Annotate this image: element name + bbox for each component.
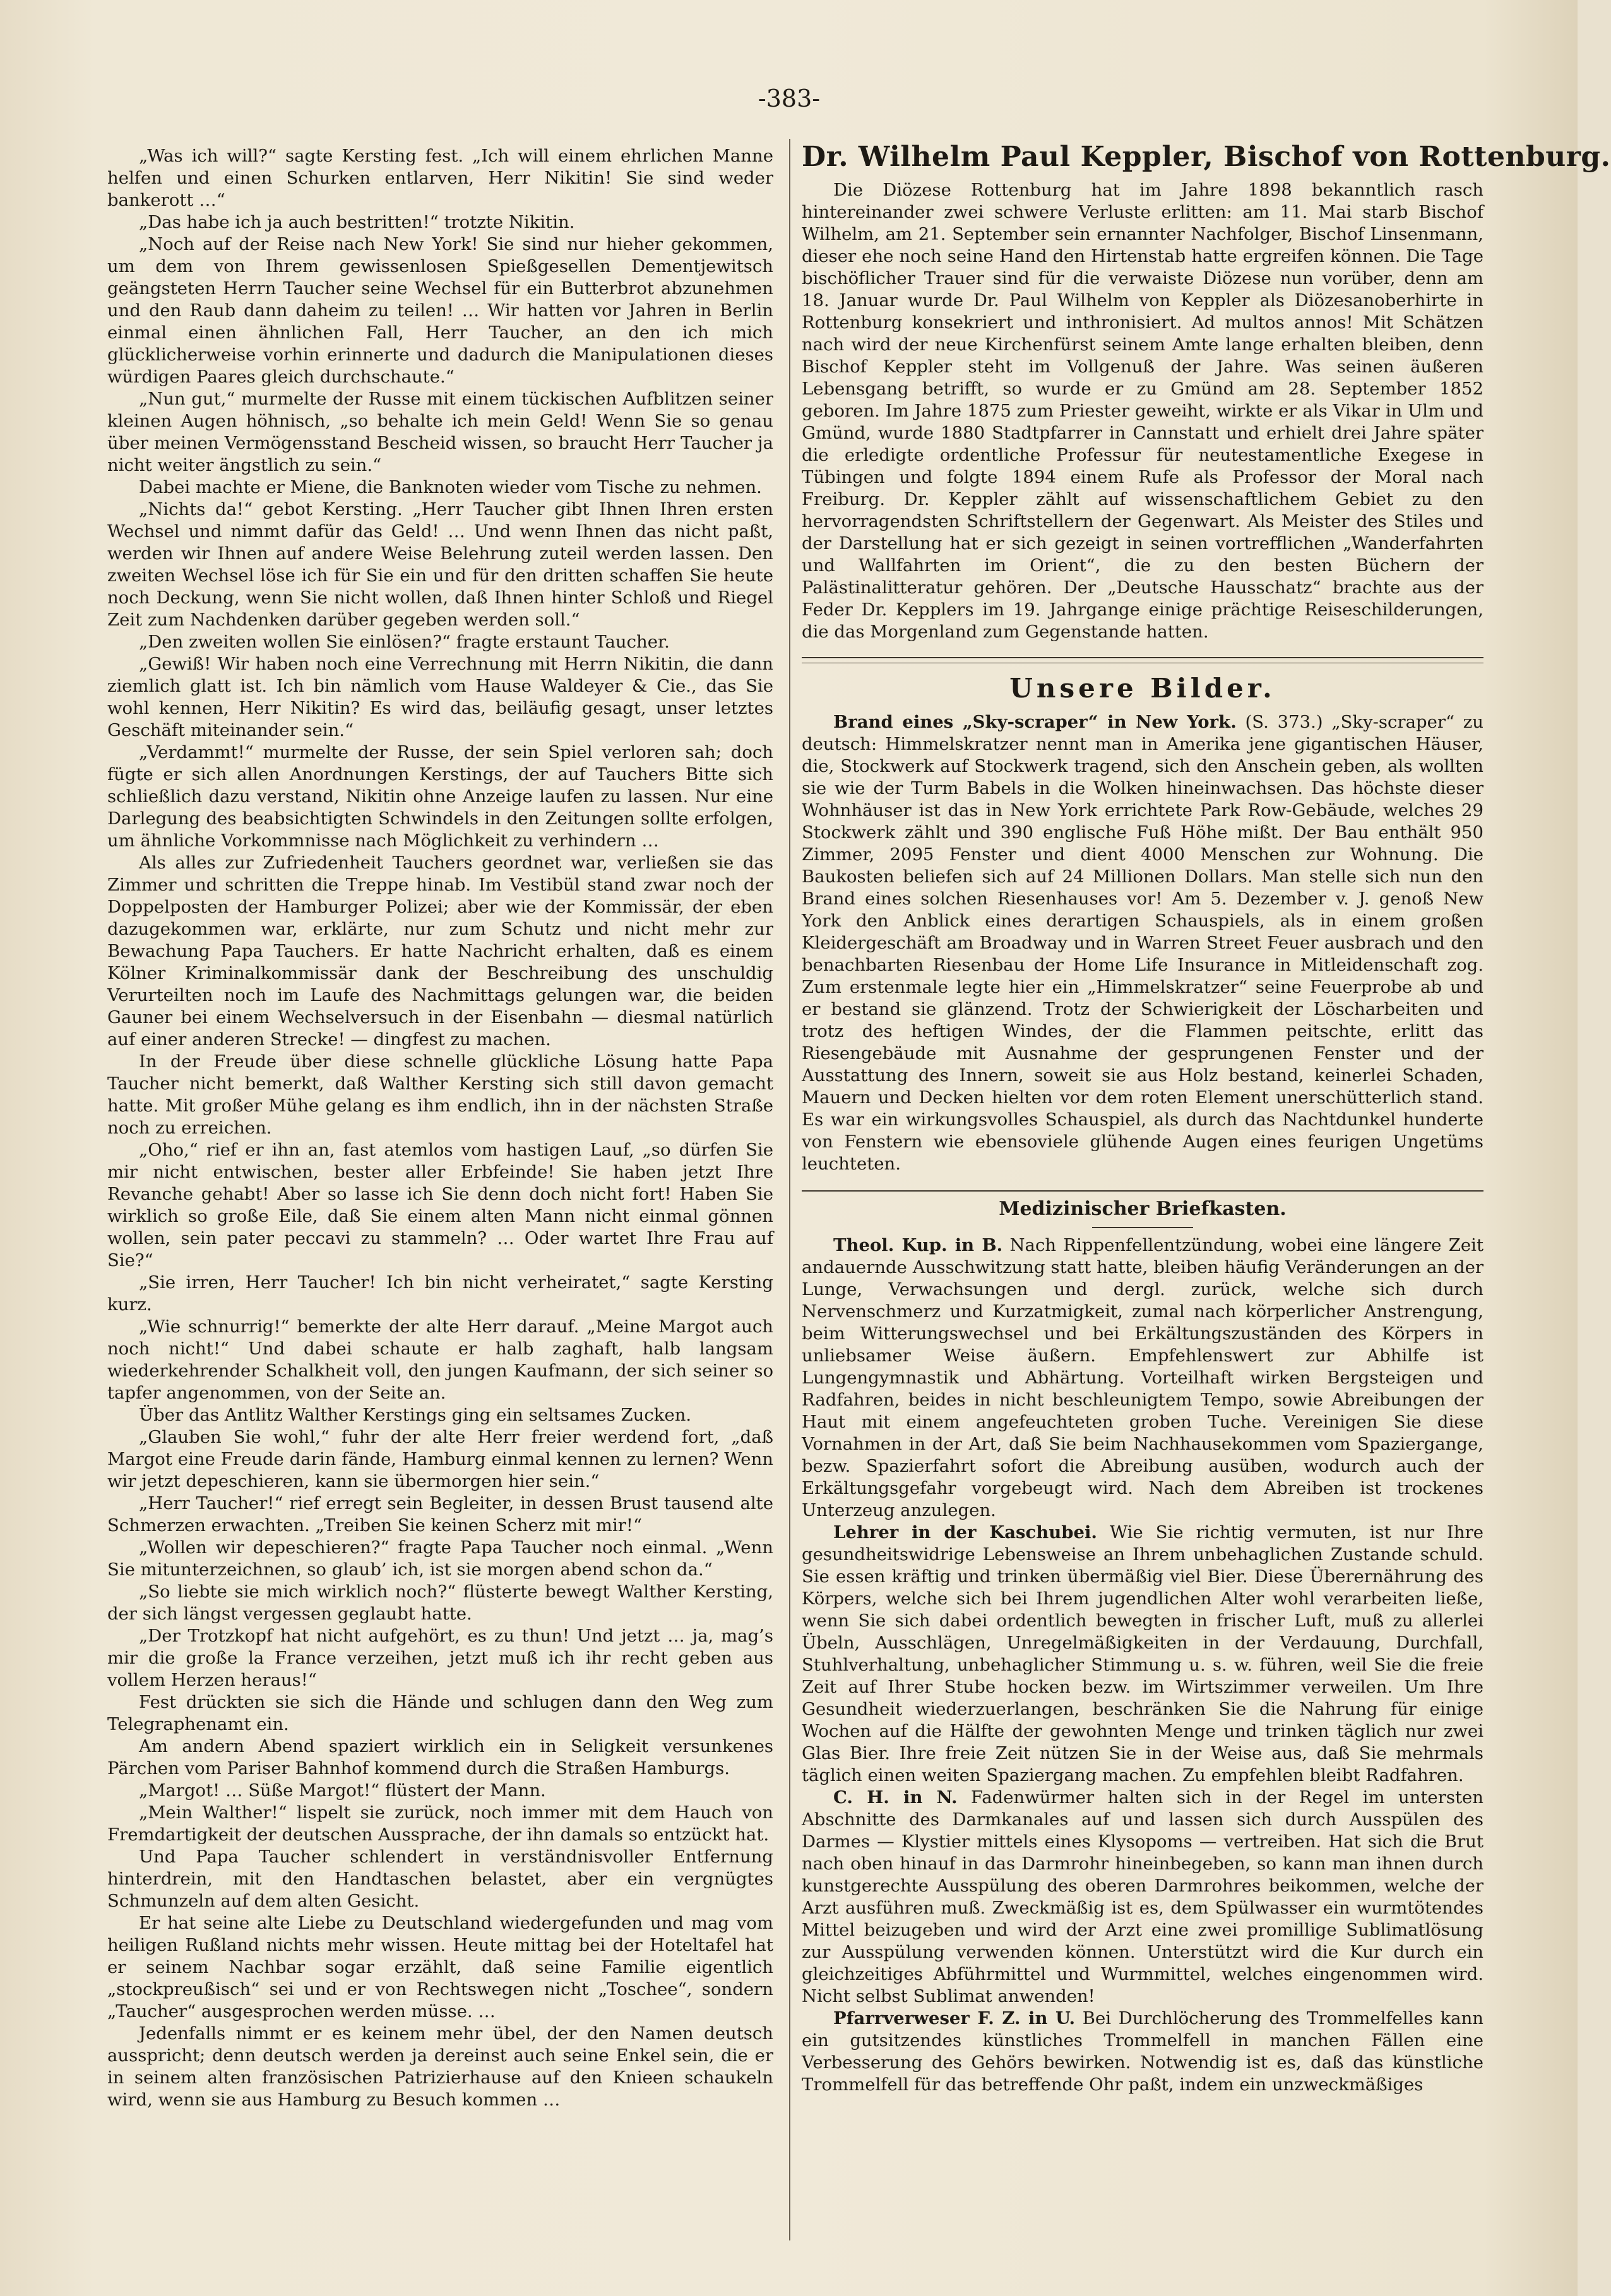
paragraph: In der Freude über diese schnelle glückliche Lösung hatte Papa Taucher nicht bemerkt, daß Walther Kersting sich still davon gemacht hatte. Mit großer Mühe gelang es ihm endlich, ihn in der nächsten Straße noch zu erreichen.: [107, 1051, 773, 1138]
paragraph: Am andern Abend spaziert wirklich ein in Seligkeit versunkenes Pärchen vom Pariser Bahnhof kommend durch die Straßen Hamburgs.: [107, 1736, 773, 1778]
paragraph: „Herr Taucher!“ rief erregt sein Begleiter, in dessen Brust tausend alte Schmerzen erwachten. „Treiben Sie keinen Scherz mit mir!“: [107, 1493, 773, 1536]
paragraph: Er hat seine alte Liebe zu Deutschland wiedergefunden und mag vom heiligen Rußland nichts mehr wissen. Heute mittag bei der Hoteltafel hat er seinem Nachbar sogar erzählt, daß seine Familie eigentlich „stockpreußisch“ sei und er von Rechtswegen nicht „Toschee“, sondern „Taucher“ ausgesprochen werden müsse. …: [107, 1913, 773, 2021]
pictures-text: (S. 373.) „Sky-scraper“ zu deutsch: Himmelskratzer nennt man in Amerika jene gigantischen Häuser, die, Stockwerk auf Stockwerk tragend, sich den Anschein geben, als wollten sie wie der Turm Babels in die Wolken hineinwachsen. Das höchste dieser Wohnhäuser ist das in New York errichtete Park Row-Gebäude, welches 29 Stockwerk zählt und 390 englische Fuß Höhe mißt. Der Bau enthält 950 Zimmer, 2095 Fenster und dient 4000 Menschen zur Wohnung. Die Baukosten beliefen sich auf 24 Millionen Dollars. Man stelle sich nun den Brand eines solchen Riesenhauses vor! Am 5. Dezember v. J. genoß New York den Anblick eines derartigen Schauspiels, als in einem großen Kleidergeschäft am Broadway und in Warren Street Feuer ausbrach und den benachbarten Riesenbau der Home Life Insurance in Mitleidenschaft zog. Zum erstenmale legte hier ein „Himmelskratzer“ seine Feuerprobe ab und er bestand sie glänzend. Trotz der Schwierigkeit der Löscharbeiten und trotz des heftigen Windes, der die Flammen peitschte, erlitt das Riesengebäude mit Ausnahme der gesprungenen Fenster und der Ausstattung des Innern, soweit sie aus Holz bestand, keinerlei Schaden, Mauern und Decken hielten vor dem roten Element unerschütterlich stand. Es war ein wirkungsvolles Schauspiel, als durch das Nachtdunkel hunderte von Fenstern wie ebensoviele glühende Augen eines feurigen Ungetüms leuchteten.: [802, 712, 1484, 1174]
letter-lead: C. H. in N.: [833, 1787, 958, 1808]
medical-section-title: Medizinischer Briefkasten.: [999, 1198, 1287, 1220]
paragraph: „Das habe ich ja auch bestritten!“ trotzte Nikitin.: [139, 212, 575, 232]
paragraph: „Den zweiten wollen Sie einlösen?“ fragte erstaunt Taucher.: [139, 632, 670, 652]
article-title: Dr. Wilhelm Paul Keppler, Bischof von Rottenburg.: [802, 141, 1611, 173]
letter-lead: Pfarrverweser F. Z. in U.: [833, 2008, 1076, 2028]
pictures-lead: Brand eines „Sky-scraper“ in New York.: [833, 712, 1237, 732]
paragraph: „Sie irren, Herr Taucher! Ich bin nicht verheiratet,“ sagte Kersting kurz.: [107, 1272, 773, 1315]
paragraph: „Gewiß! Wir haben noch eine Verrechnung mit Herrn Nikitin, die dann ziemlich glatt ist. Ich bin nämlich vom Hause Waldeyer & Cie., das Sie wohl kennen, Herr Nikitin? Es wird das, beiläufig gesagt, unser letztes Geschäft miteinander sein.“: [107, 654, 773, 740]
article-text: Die Diözese Rottenburg hat im Jahre 1898 bekanntlich rasch hintereinander zwei schwere Verluste erlitten: am 11. Mai starb Bischof Wilhelm, am 21. September sein ernannter Nachfolger, Bischof Linsenmann, dieser ehe noch seine Hand den Hirtenstab hatte ergreifen können. Die Tage bischöflicher Trauer sind für die verwaiste Diözese nun vorüber, denn am 18. Januar wurde Dr. Paul Wilhelm von Keppler als Diözesanoberhirte in Rottenburg konsekriert und inthronisiert. Ad multos annos! Mit Schätzen nach wird der neue Kirchenfürst seinem Amte lange erhalten bleiben, denn Bischof Keppler steht im Vollgenuß der Jahre. Was seinen äußeren Lebensgang betrifft, so wurde er zu Gmünd am 28. September 1852 geboren. Im Jahre 1875 zum Priester geweiht, wirkte er als Vikar in Ulm und Gmünd, wurde 1880 Stadtpfarrer in Cannstatt und erhielt drei Jahre später die erledigte ordentliche Professur für neutestamentliche Exegese in Tübingen und folgte 1894 einem Rufe als Professor der Moral nach Freiburg. Dr. Keppler zählt auf wissenschaftlichem Gebiet zu den hervorragendsten Schriftstellern der Gegenwart. Als Meister des Stiles und der Darstellung hat er sich gezeigt in seinen vortrefflichen „Wanderfahrten und Wallfahrten im Orient“, die zu den besten Büchern der Palästinalitteratur gehören. Der „Deutsche Hausschatz“ brachte aus der Feder Dr. Kepplers im 19. Jahrgange einige prächtige Reiseschilderungen, die das Morgenland zum Gegenstande hatten.: [802, 180, 1483, 642]
paragraph: „Oho,“ rief er ihn an, fast atemlos vom hastigen Lauf, „so dürfen Sie mir nicht entwischen, bester aller Erbfeinde! Sie haben jetzt Ihre Revanche gehabt! Aber so lasse ich Sie denn doch nicht fort! Haben Sie wirklich so große Eile, daß Sie einem alten Mann nicht einmal gönnen wollen, sein pater peccavi zu stammeln? … Oder wartet Ihre Frau auf Sie?“: [107, 1140, 773, 1270]
section-title: Unsere Bilder.: [1009, 673, 1276, 704]
paragraph: Fest drückten sie sich die Hände und schlugen dann den Weg zum Telegraphenamt ein.: [107, 1692, 773, 1734]
paragraph: „Der Trotzkopf hat nicht aufgehört, es zu thun! Und jetzt … ja, mag’s mir die große la France verzeihen, jetzt muß ich ihr recht geben aus vollem Herzen heraus!“: [107, 1626, 773, 1690]
letter-text: Bei Durchlöcherung des Trommelfelles kann ein gutsitzendes künstliches Trommelfell in manchen Fällen eine Verbesserung des Gehörs bewirken. Notwendig ist es, daß das künstliche Trommelfell für das betreffende Ohr paßt, indem ein unzweckmäßiges: [802, 2008, 1483, 2095]
letter-entry: [802, 1522, 1483, 1787]
letter-entry: [802, 1234, 1483, 1522]
title-underline: [1092, 1227, 1193, 1228]
paragraph: „Wollen wir depeschieren?“ fragte Papa Taucher noch einmal. „Wenn Sie mitunterzeichnen, so glaub’ ich, ist sie morgen abend schon da.“: [107, 1537, 773, 1580]
paragraph: „So liebte sie mich wirklich noch?“ flüsterte bewegt Walther Kersting, der sich längst vergessen geglaubt hatte.: [107, 1582, 773, 1624]
letter-entry: [802, 1787, 1483, 2008]
paragraph: „Nun gut,“ murmelte der Russe mit einem tückischen Aufblitzen seiner kleinen Augen höhnisch, „so behalte ich mein Geld! Wenn Sie so genau über meinen Vermögensstand Bescheid wissen, so braucht Herr Taucher ja nicht weiter ängstlich zu sein.“: [107, 389, 773, 475]
letter-lead: Lehrer in der Kaschubei.: [833, 1522, 1097, 1542]
paragraph: „Wie schnurrig!“ bemerkte der alte Herr darauf. „Meine Margot auch noch nicht!“ Und dabei schaute er halb zaghaft, halb langsam wiederkehrender Schalkheit voll, den jungen Kaufmann, der sich seiner so tapfer angenommen, von der Seite an.: [107, 1317, 773, 1403]
column-divider: [789, 139, 790, 2240]
section-divider: [802, 1190, 1483, 1192]
letter-lead: Theol. Kup. in B.: [833, 1235, 1003, 1255]
paragraph: Und Papa Taucher schlendert in verständnisvoller Entfernung hinterdrein, mit den Handtaschen belastet, aber ein vergnügtes Schmunzeln auf dem alten Gesicht.: [107, 1847, 773, 1911]
paragraph: „Margot! … Süße Margot!“ flüstert der Mann.: [139, 1780, 546, 1801]
letter-entry: [802, 2008, 1483, 2096]
paragraph: „Mein Walther!“ lispelt sie zurück, noch immer mit dem Hauch von Fremdartigkeit der deutschen Aussprache, der ihn damals so entzückt hat.: [107, 1802, 773, 1845]
paragraph: Dabei machte er Miene, die Banknoten wieder vom Tische zu nehmen.: [139, 477, 762, 497]
paragraph: Als alles zur Zufriedenheit Tauchers geordnet war, verließen sie das Zimmer und schritten die Treppe hinab. Im Vestibül stand zwar noch der Doppelposten der Hamburger Polizei; aber wie der Kommissär, der eben dazugekommen war, erklärte, nur zum Schutz und nicht mehr zur Bewachung Papa Tauchers. Er hatte Nachricht erhalten, daß es einem Kölner Kriminalkommissär dank der Beschreibung des unschuldig Verurteilten noch im Laufe des Nachmittags gelungen war, die beiden Gauner bei einem Wechselversuch in der Eisenbahn — diesmal natürlich auf einer anderen Strecke! — dingfest zu machen.: [107, 853, 773, 1050]
paragraph: Über das Antlitz Walther Kerstings ging ein seltsames Zucken.: [139, 1405, 692, 1425]
paragraph: „Verdammt!“ murmelte der Russe, der sein Spiel verloren sah; doch fügte er sich allen Anordnungen Kerstings, der auf Tauchers Bitte sich schließlich dazu verstand, Nikitin ohne Anzeige laufen zu lassen. Nur eine Darlegung des beabsichtigten Schwindels in den Zeitungen sollte erfolgen, um ähnliche Vorkommnisse nach Möglichkeit zu verhindern …: [107, 742, 773, 851]
pictures-paragraph: [802, 711, 1483, 1175]
letter-text: Fadenwürmer halten sich in der Regel im untersten Abschnitte des Darmkanales auf und lassen sich durch Ausspülen des Darmes — Klystier mittels eines Klysopoms — vertreiben. Hat sich die Brut nach oben hinauf in das Darmrohr hineinbegeben, so kann man ihnen durch kunstgerechte Ausspülung des oberen Darmrohres beikommen, welche der Arzt ausführen muß. Zweckmäßig ist es, dem Spülwasser ein wurmtötendes Mittel beizugeben und wird der Arzt eine zwei promillige Sublimatlösung zur Ausspülung verwenden können. Unterstützt wird die Kur durch ein gleichzeitiges Abführmittel und Wurmmittel, welches eingenommen wird. Nicht selbst Sublimat anwenden!: [802, 1787, 1483, 2006]
paragraph: „Was ich will?“ sagte Kersting fest. „Ich will einem ehrlichen Manne helfen und einen Schurken entlarven, Herr Nikitin! Sie sind weder bankerott …“: [107, 146, 773, 210]
paragraph: „Nichts da!“ gebot Kersting. „Herr Taucher gibt Ihnen Ihren ersten Wechsel und nimmt dafür das Geld! … Und wenn Ihnen das nicht paßt, werden wir Ihnen auf andere Weise Belehrung zuteil werden lassen. Den zweiten Wechsel löse ich für Sie ein und für den dritten schaffen Sie heute noch Deckung, wenn Sie nicht wollen, daß Ihnen hinter Schloß und Riegel Zeit zum Nachdenken darüber gegeben werden soll.“: [107, 499, 773, 630]
left-column: [107, 145, 773, 2146]
page-number: -383-: [758, 85, 821, 112]
letter-text: Wie Sie richtig vermuten, ist nur Ihre gesundheitswidrige Lebensweise an Ihrem unbehaglichen Zustande schuld. Sie essen kräftig und trinken übermäßig viel Bier. Diese Überernährung des Körpers, welche sich bei Ihrem jugendlichen Alter wohl verarbeiten ließe, wenn Sie sich dabei ordentlich bewegten in frischer Luft, muß zu allerlei Übeln, Ausschlägen, Unregelmäßigkeiten in der Verdauung, Durchfall, Stuhlverhaltung, unbehaglicher Stimmung u. s. w. führen, weil Sie die freie Zeit auf Ihrer Stube hocken bezw. im Wirtszimmer verweilen. Um Ihre Gesundheit wiederzuerlangen, beschränken Sie die Nahrung für einige Wochen auf die Hälfte der gewohnten Menge und trinken täglich nur zwei Glas Bier. Ihre freie Zeit nützen Sie in der Weise aus, daß Sie mehrmals täglich einen weiten Spaziergang machen. Zu empfehlen bleibt Radfahren.: [802, 1522, 1483, 1785]
paragraph: „Noch auf der Reise nach New York! Sie sind nur hieher gekommen, um dem von Ihrem gewissenlosen Spießgesellen Dementjewitsch geängsteten Herrn Taucher seine Wechsel für ein Butterbrot abzunehmen und den Raub dann daheim zu teilen! … Wir hatten vor Jahren in Berlin einmal einen ähnlichen Fall, Herr Taucher, an den ich mich glücklicherweise vorhin erinnerte und dadurch die Manipulationen dieses würdigen Paares gleich durchschaute.“: [107, 234, 773, 387]
right-column: [802, 139, 1611, 2240]
section-divider: [802, 657, 1483, 663]
letter-text: Nach Rippenfellentzündung, wobei eine längere Zeit andauernde Ausschwitzung statt hatte, bleiben häufig Veränderungen an der Lunge, Verwachsungen und dergl. zurück, welche sich durch Nervenschmerz und Kurzatmigkeit, zumal nach körperlicher Anstrengung, beim Witterungswechsel und bei Erkältungszuständen des Körpers in unliebsamer Weise äußern. Empfehlenswert zur Abhilfe ist Lungengymnastik und Abhärtung. Vorteilhaft wirken Bergsteigen und Radfahren, beides in nicht beschleunigtem Tempo, sowie Abreibungen der Haut mit einem angefeuchteten groben Tuche. Vereinigen Sie diese Vornahmen in der Art, daß Sie beim Nachhausekommen vom Spaziergange, bezw. Spazierfahrt sofort die Abreibung ausüben, wodurch auch der Erkältungsgefahr vorgebeugt wird. Nach dem Abreiben ist trockenes Unterzeug anzulegen.: [802, 1235, 1484, 1520]
paragraph: Jedenfalls nimmt er es keinem mehr übel, der den Namen deutsch ausspricht; denn deutsch werden ja dereinst auch seine Enkel sein, die er in seinem alten französischen Patrizierhause auf den Knieen schaukeln wird, wenn sie aus Hamburg zu Besuch kommen …: [107, 2023, 773, 2110]
paragraph: „Glauben Sie wohl,“ fuhr der alte Herr freier werdend fort, „daß Margot eine Freude darin fände, Hamburg einmal kennen zu lernen? Wenn wir jetzt depeschieren, kann sie übermorgen hier sein.“: [107, 1427, 773, 1491]
